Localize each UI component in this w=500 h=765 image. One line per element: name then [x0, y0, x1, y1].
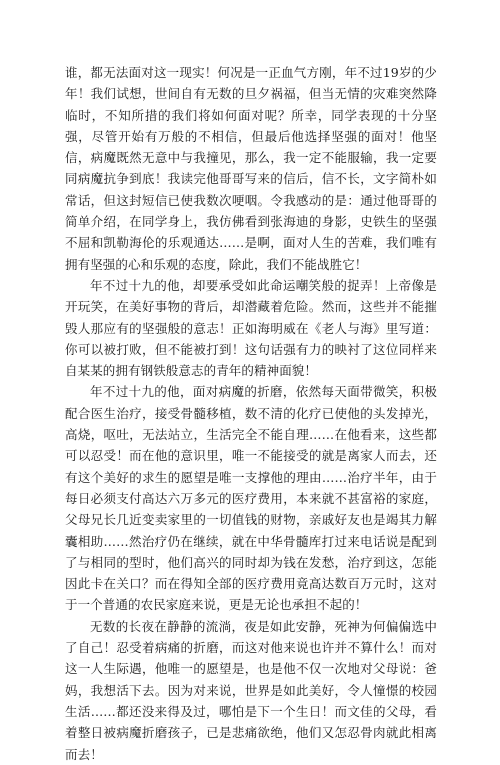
paragraph: 年不过十九的他，面对病魔的折磨，依然每天面带微笑，积极配合医生治疗，接受骨髓移植，数不清的化疗已使他的头发掉光，高烧，呕吐，无法站立，生活完全不能自理……在他看来，这些都可以忍受！而在他的意识里，唯一不能接受的就是离家人而去，还有这个美好的求生的愿望是唯一支撑他的理由……治疗半年，由于每日必须支付高达六万多元的医疗费用，本来就不甚富裕的家庭，父母兄长几近变卖家里的一切值钱的财物，亲戚好友也是竭其力解囊相助……然治疗仍在继续，就在中华骨髓库打过来电话说是配到了与相同的型时，他们高兴的同时却为钱在发愁，治疗到这，怎能因此卡在关口？而在得知全部的医疗费用竟高达数百万元时，这对于一个普通的农民家庭来说，更是无论也承担不起的！: [65, 384, 437, 613]
paragraph: 无数的长夜在静静的流淌，夜是如此安静，死神为何偏偏选中了自己！忍受着病痛的折磨，而这对他来说也许并不算什么！而对这一人生际遇，他唯一的愿望是，也是他不仅一次地对父母说：爸妈，我想活下去。因为对来说，世界是如此美好，令人憧憬的校园生活……都还没来得及过，哪怕是下一个生日！而文佳的父母，看着整日被病魔折磨孩子，已是悲痛欲绝，他们又怎忍骨肉就此相离而去！: [65, 618, 437, 762]
body-text: [65, 62, 437, 765]
paragraph: 谁，都无法面对这一现实！何况是一正血气方刚，年不过19岁的少年！我们试想，世间自有无数的旦夕祸福，但当无情的灾难突然降临时，不知所措的我们将如何面对呢？所幸，同学表现的十分坚强，尽管开始有万般的不相信，但最后他选择坚强的面对！他坚信，病魔既然无意中与我撞见，那么，我一定不能服输，我一定要同病魔抗争到底！我读完他哥哥写来的信后，信不长，文字简朴如常话，但这封短信已使我数次哽咽。令我感动的是：通过他哥哥的简单介绍，在同学身上，我仿佛看到张海迪的身影，史铁生的坚强不屈和凯勒海伦的乐观通达……是啊，面对人生的苦难，我们唯有拥有坚强的心和乐观的态度，除此，我们不能战胜它！: [65, 65, 437, 272]
paragraph: 年不过十九的他，却要承受如此命运嘲笑般的捉弄！上帝像是开玩笑，在美好事物的背后，却潜藏着危险。然而，这些并不能摧毁人那应有的坚强般的意志！正如海明威在《老人与海》里写道：你可以被打败，但不能被打到！这句话强有力的映衬了这位同样来自某某的拥有钢铁般意志的青年的精神面貌！: [65, 277, 437, 379]
